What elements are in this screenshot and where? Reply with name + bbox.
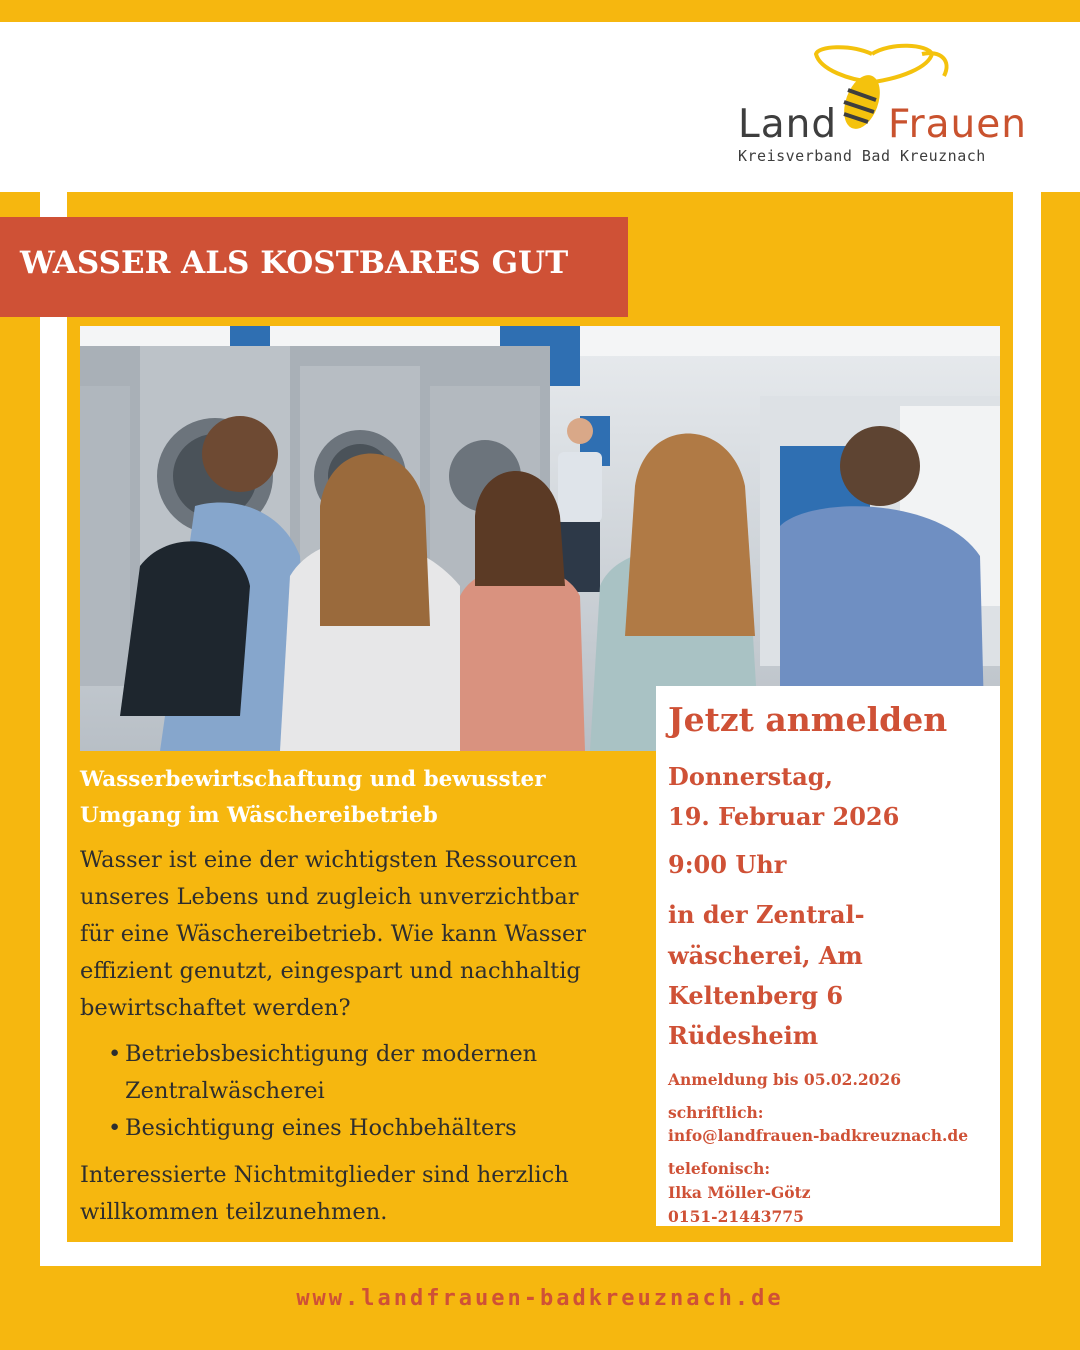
headline-banner — [0, 217, 628, 317]
intro-line: unseres Lebens und zugleich unverzichtbar — [80, 884, 579, 910]
closing-paragraph — [80, 1157, 569, 1231]
subtitle-line: Umgang im Wäschereibetrieb — [80, 803, 438, 828]
list-item — [108, 1110, 537, 1147]
contact-email[interactable]: info@landfrauen-badkreuznach.de — [668, 1126, 969, 1145]
intro-line: für eine Wäschereibetrieb. Wie kann Wasser — [80, 921, 587, 947]
logo-subtitle: Kreisverband Bad Kreuznach — [738, 147, 986, 165]
register-heading: Jetzt anmelden — [668, 700, 948, 739]
event-subtitle — [80, 762, 546, 834]
event-location-line: wäscherei, Am — [668, 941, 863, 970]
intro-line: Wasser ist eine der wichtigsten Ressourcen — [80, 847, 578, 873]
list-item — [108, 1036, 537, 1110]
event-time: 9:00 Uhr — [668, 850, 787, 879]
program-list — [108, 1036, 537, 1147]
intro-line: bewirtschaftet werden? — [80, 995, 351, 1021]
list-item-line: • Betriebsbesichtigung der modernen — [125, 1041, 538, 1067]
intro-line: effizient genutzt, eingespart und nachhaltig — [80, 958, 581, 984]
subtitle-line: Wasserbewirtschaftung und bewusster — [80, 767, 546, 792]
closing-line: willkommen teilzunehmen. — [80, 1199, 388, 1225]
list-item-line: Zentralwäscherei — [125, 1078, 325, 1104]
event-date: 19. Februar 2026 — [668, 802, 900, 831]
event-location-line: in der Zentral- — [668, 900, 865, 929]
registration-box — [656, 686, 1000, 1226]
logo-word-frauen: Frauen — [888, 102, 1027, 147]
landfrauen-logo — [730, 40, 1050, 170]
registration-deadline: Anmeldung bis 05.02.2026 — [668, 1070, 901, 1089]
event-location-line: Keltenberg 6 — [668, 981, 844, 1010]
phone-label: telefonisch: — [668, 1159, 771, 1178]
event-location-line: Rüdesheim — [668, 1021, 819, 1050]
event-day: Donnerstag, — [668, 762, 833, 791]
closing-line: Interessierte Nichtmitglieder sind herzlich — [80, 1162, 569, 1188]
headline: WASSER ALS KOSTBARES GUT — [20, 245, 569, 281]
contact-name: Ilka Möller-Götz — [668, 1183, 811, 1202]
list-item-line: • Besichtigung eines Hochbehälters — [125, 1115, 517, 1141]
logo-word-land: Land — [738, 102, 838, 147]
website-link[interactable]: www.landfrauen-badkreuznach.de — [296, 1286, 784, 1311]
contact-phone: 0151-21443775 — [668, 1207, 804, 1226]
intro-paragraph — [80, 842, 586, 1027]
written-label: schriftlich: — [668, 1103, 764, 1122]
